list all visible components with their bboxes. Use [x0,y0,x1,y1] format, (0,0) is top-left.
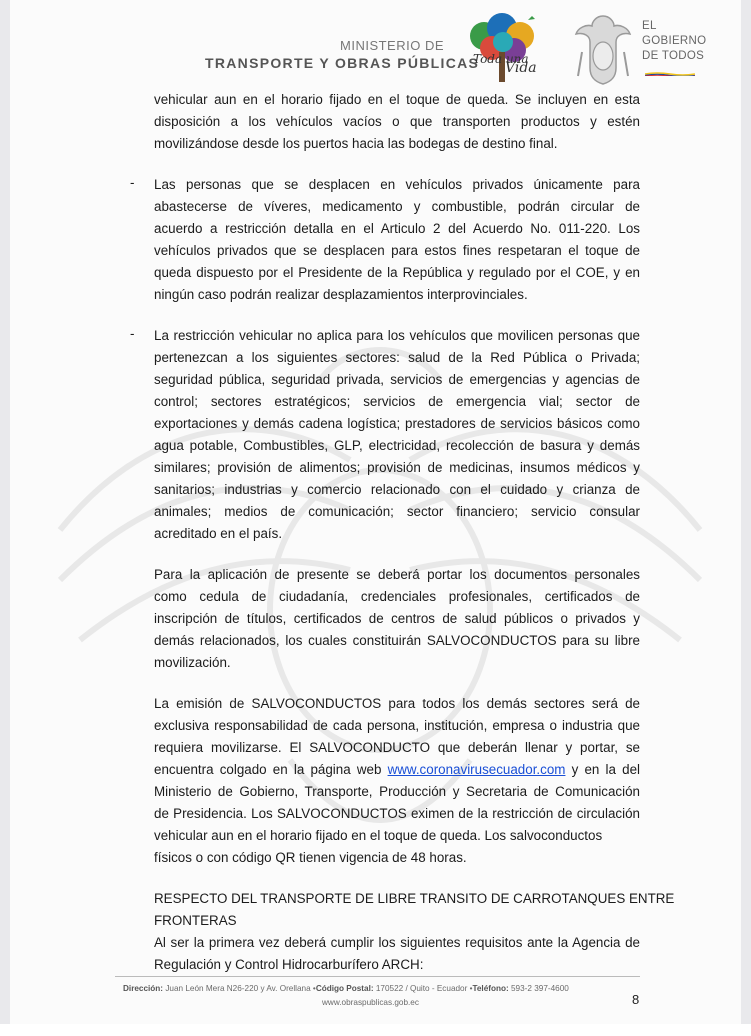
phone-value: 593-2 397-4600 [508,984,569,993]
gov-line-3: DE TODOS [642,50,705,62]
text-line: control; sectores estratégicos; servicios de emergencia vial; sector de [154,394,640,409]
text-line: como cedula de ciudadanía, credenciales profesionales, certificados de [154,589,640,604]
postal-value: 170522 / Quito - Ecuador • [373,984,473,993]
coronavirus-site-link[interactable]: www.coronavirusecuador.com [387,762,566,777]
gov-flag-stripe [645,72,695,76]
phone-label: Teléfono: [472,984,509,993]
page-number: 8 [632,992,640,1007]
text-line: acreditado en el país. [154,526,283,541]
letterhead [0,0,751,92]
page-edge-left [0,0,10,1024]
gov-line-2: GOBIERNO [642,35,707,47]
text-line: exclusiva responsabilidad de cada persona, institución, empresa o industria que [154,718,640,733]
gov-line-1: EL [642,20,657,32]
address-label: Dirección: [123,984,164,993]
text-line: movilización. [154,655,231,670]
text-line: La emisión de SALVOCONDUCTOS para todos los demás sectores será de [154,696,640,711]
text-line: abastecerse de víveres, medicamento y combustible, podrán circular de [154,199,640,214]
link-lead-text: encuentra colgado en la página web [154,762,388,777]
ecuador-coat-of-arms-icon [572,12,634,86]
campaign-text-1: Toda una [473,52,529,66]
text-line: La restricción vehicular no aplica para los vehículos que movilicen personas que [154,328,640,343]
text-line: sanitarios; industrias y comercio relacionado con el cuidado y crianza de [154,482,640,497]
text-line: disposición a los vehículos vacíos o que transporten productos y estén [154,114,640,129]
text-line: inscripción de títulos, certificados de centros de salud públicos o privados y [154,611,640,626]
ministry-name: TRANSPORTE Y OBRAS PÚBLICAS [205,55,480,71]
text-line: Ministerio de Gobierno, Transporte, Producción y Secretaria de Comunicación [154,784,640,799]
text-line: físicos o con código QR tienen vigencia de 48 horas. [154,850,467,865]
footer-website: www.obraspublicas.gob.ec [322,998,419,1007]
page-edge-right [741,0,751,1024]
text-line: animales; medios de comunicación; sector financiero; servicio consular [154,504,640,519]
text-line: Al ser la primera vez deberá cumplir los siguientes requisitos ante la Agencia de [154,935,640,950]
text-line: seguridad pública, seguridad privada, servicios de emergencias y agencias de [154,372,640,387]
text-line: vehículos privados que se desplacen para estos fines respetaran el toque de [154,243,640,258]
section-heading: RESPECTO DEL TRANSPORTE DE LIBRE TRANSITO DE CARROTANQUES ENTRE [154,891,675,906]
text-line: queda dispuesto por el Presidente de la República y regulado por el COE, y en [154,265,640,280]
campaign-text-2: Vida [505,60,537,76]
text-line: exportaciones y demás cadena logística; prestadores de servicios básicos como [154,416,640,431]
page-footer [0,976,751,1036]
text-line: Para la aplicación de presente se deberá portar los documentos personales [154,567,640,582]
bullet-marker: - [130,326,135,341]
text-line: demás relacionados, los cuales constituirán SALVOCONDUCTOS para su libre [154,633,640,648]
text-line: acuerdo a restricción detalla en el Articulo 2 del Acuerdo No. 011-220. Los [154,221,640,236]
footer-address-line [123,984,569,993]
postal-label: Código Postal: [315,984,374,993]
text-line: requiera movilizarse. El SALVOCONDUCTO que deberán llenar y portar, se [154,740,640,755]
text-line: similares; provisión de alimentos; provisión de medicinas, insumos médicos y [154,460,640,475]
text-line: de Presidencia. Los SALVOCONDUCTOS eximen de la restricción de circulación [154,806,640,821]
text-line: agua potable, Combustibles, GLP, electricidad, recolección de basura y demás [154,438,640,453]
ministry-label: MINISTERIO DE [340,38,445,53]
text-line: Regulación y Control Hidrocarburífero ARCH: [154,957,424,972]
text-line: movilizándose desde los puertos hacia las bodegas de destino final. [154,136,558,151]
text-line-with-link [154,760,640,780]
text-line: pertenezcan a los siguientes sectores: salud de la Red Pública o Privada; [154,350,640,365]
link-trail-text: y en la del [565,762,640,777]
text-line: Las personas que se desplacen en vehículos privados únicamente para [154,177,640,192]
text-line: ningún caso podrán realizar desplazamientos interprovinciales. [154,287,528,302]
bullet-marker: - [130,175,135,190]
text-line: vehicular aun en el horario fijado en el toque de queda. Los salvoconductos [154,828,603,843]
address-value: Juan León Mera N26-220 y Av. Orellana • [163,984,316,993]
section-heading: FRONTERAS [154,913,237,928]
text-line: vehicular aun en el horario fijado en el toque de queda. Se incluyen en esta [154,92,640,107]
footer-divider [115,976,640,977]
